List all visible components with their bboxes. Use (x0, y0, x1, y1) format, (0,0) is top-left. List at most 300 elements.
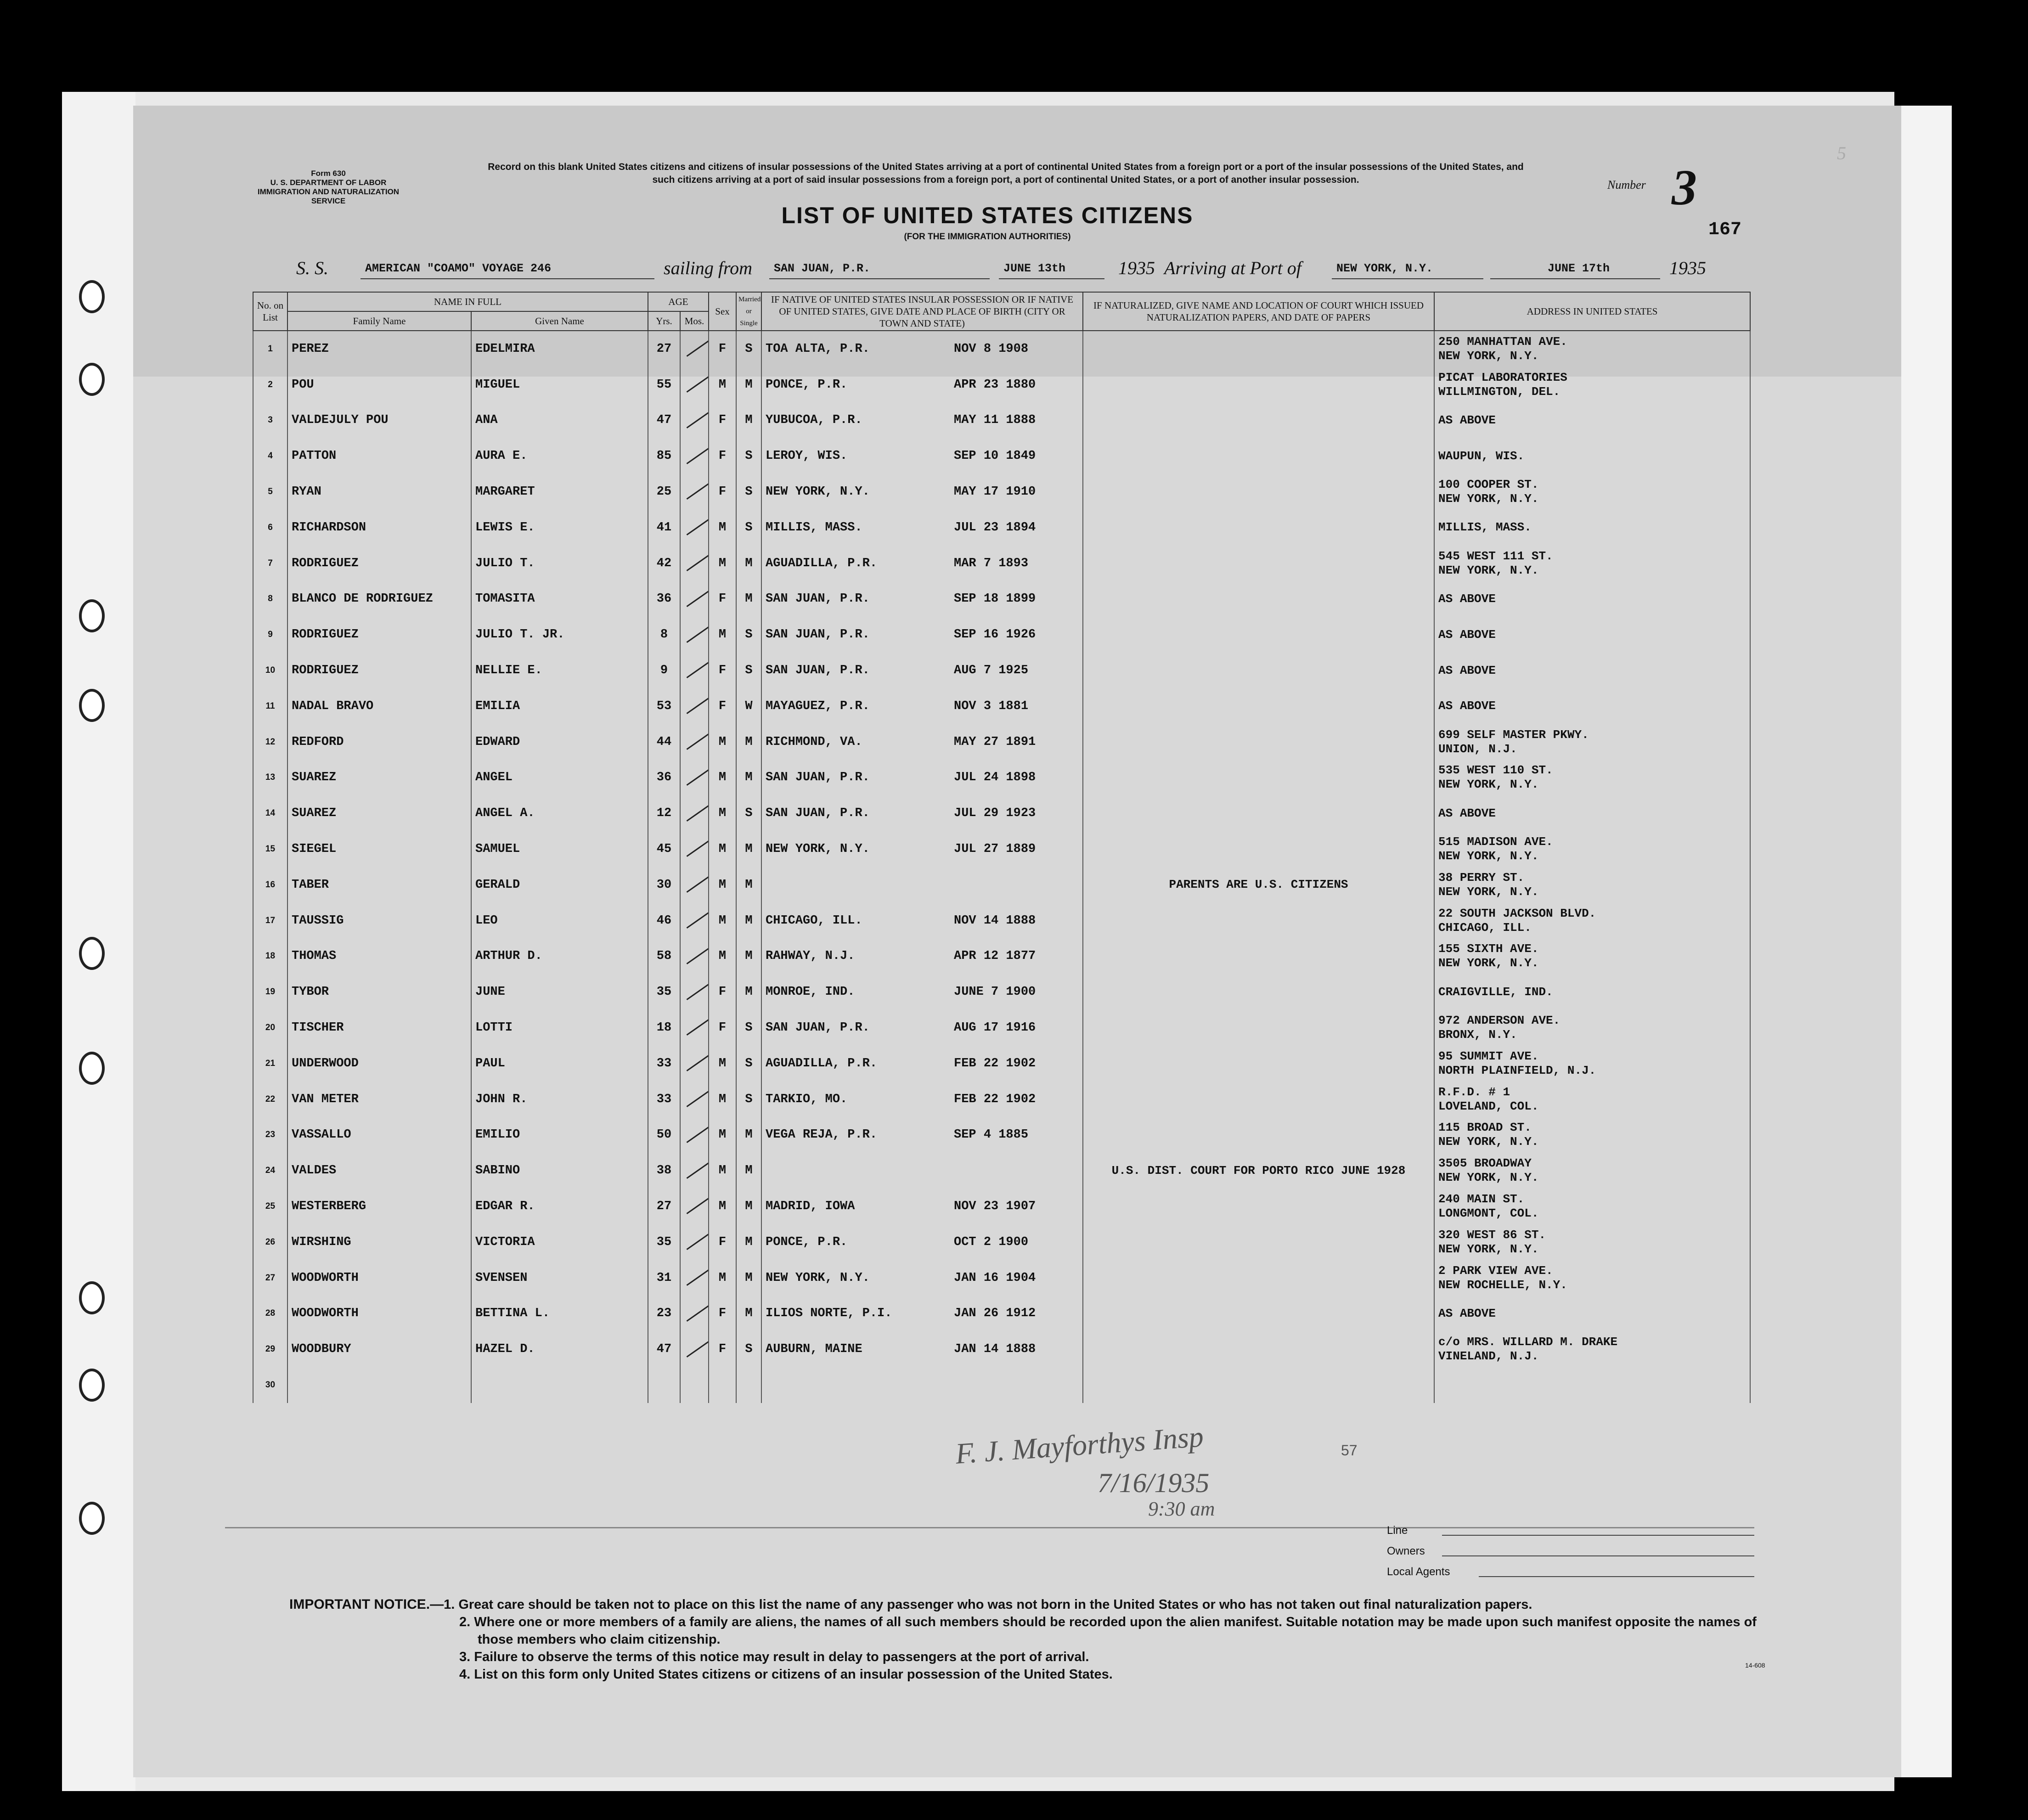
birth-info (761, 1224, 1083, 1260)
row-number: 10 (253, 653, 287, 688)
col-given-name: Given Name (471, 311, 648, 331)
birth-date: SEP 16 1926 (954, 628, 1036, 642)
birth-place: AUBURN, MAINE (766, 1342, 862, 1357)
naturalization-info (1083, 760, 1434, 796)
naturalization-info (1083, 474, 1434, 510)
notice-item-3: 3. Failure to observe the terms of this notice may result in delay to passengers at the port of arrival. (459, 1650, 1089, 1664)
voyage-line (296, 257, 1729, 280)
address (1434, 795, 1750, 831)
birth-place: NEW YORK, N.Y. (766, 485, 870, 499)
age-years: 47 (648, 1331, 680, 1367)
naturalization-info (1083, 1082, 1434, 1117)
family-name: PEREZ (287, 331, 471, 367)
age-months (680, 546, 709, 581)
age-years: 41 (648, 510, 680, 546)
col-naturalized: IF NATURALIZED, GIVE NAME AND LOCATION OF COURT WHICH ISSUED NATURALIZATION PAPERS, AND DATE OF PAPERS (1083, 292, 1434, 331)
col-birth: IF NATIVE OF UNITED STATES INSULAR POSSESSION OR IF NATIVE OF UNITED STATES, GIVE DATE AND PLACE OF BIRTH (CITY OR TOWN AND STATE) (761, 292, 1083, 331)
birth-info (761, 724, 1083, 760)
birth-place: TOA ALTA, P.R. (766, 342, 870, 356)
address (1434, 760, 1750, 796)
row-number: 5 (253, 474, 287, 510)
binder-hole (79, 689, 105, 722)
binder-hole (79, 937, 105, 970)
given-name: TOMASITA (471, 581, 648, 617)
row-number: 9 (253, 617, 287, 653)
sex: M (709, 1260, 736, 1296)
row-number: 15 (253, 831, 287, 867)
marital-status: S (736, 331, 761, 367)
given-name: EMILIO (471, 1117, 648, 1153)
birth-date: JAN 16 1904 (954, 1271, 1036, 1285)
birth-date: JUL 27 1889 (954, 842, 1036, 856)
naturalization-info (1083, 1260, 1434, 1296)
given-name: EDWARD (471, 724, 648, 760)
birth-info (761, 653, 1083, 688)
sex: M (709, 831, 736, 867)
age-months (680, 867, 709, 903)
age-years: 55 (648, 367, 680, 403)
birth-date: SEP 4 1885 (954, 1128, 1029, 1142)
address (1434, 867, 1750, 903)
sex: M (709, 1117, 736, 1153)
birth-date: FEB 22 1902 (954, 1092, 1036, 1106)
address-line: NEW YORK, N.Y. (1438, 563, 1539, 577)
given-name: LEWIS E. (471, 510, 648, 546)
age-years: 46 (648, 903, 680, 939)
birth-info (761, 367, 1083, 403)
family-name: NADAL BRAVO (287, 688, 471, 724)
age-months (680, 510, 709, 546)
address (1434, 939, 1750, 975)
sex: F (709, 688, 736, 724)
age-months (680, 1260, 709, 1296)
check-mark (687, 411, 709, 428)
address (1434, 581, 1750, 617)
family-name: TABER (287, 867, 471, 903)
address (1434, 438, 1750, 474)
sex: M (709, 1153, 736, 1189)
marital-status: W (736, 688, 761, 724)
family-name: THOMAS (287, 939, 471, 975)
service: IMMIGRATION AND NATURALIZATION SERVICE (257, 187, 400, 205)
address-line: NEW YORK, N.Y. (1438, 492, 1539, 506)
age-years: 44 (648, 724, 680, 760)
check-mark (687, 697, 709, 714)
address-line: LONGMONT, COL. (1438, 1206, 1539, 1221)
arrival-date: JUNE 17th (1548, 262, 1610, 275)
marital-status: M (736, 724, 761, 760)
table-row (253, 474, 1750, 510)
address-line: AS ABOVE (1438, 627, 1496, 642)
marital-status: S (736, 474, 761, 510)
birth-info (761, 1117, 1083, 1153)
check-mark (687, 340, 709, 357)
given-name: ARTHUR D. (471, 939, 648, 975)
family-name: WOODWORTH (287, 1260, 471, 1296)
family-name: VASSALLO (287, 1117, 471, 1153)
address (1434, 974, 1750, 1010)
check-mark (687, 1269, 709, 1286)
table-row (253, 1153, 1750, 1189)
marital-status: S (736, 1010, 761, 1046)
age-months (680, 1082, 709, 1117)
row-number: 12 (253, 724, 287, 760)
col-address: ADDRESS IN UNITED STATES (1434, 292, 1750, 331)
marital-status: S (736, 1331, 761, 1367)
address-line: UNION, N.J. (1438, 742, 1517, 756)
agents-field: Local Agents (1387, 1561, 1754, 1582)
age-years: 58 (648, 939, 680, 975)
check-mark (687, 1054, 709, 1071)
from-port: SAN JUAN, P.R. (774, 262, 871, 275)
col-family-name: Family Name (287, 311, 471, 331)
address (1434, 474, 1750, 510)
check-mark (687, 1197, 709, 1214)
sex: F (709, 438, 736, 474)
naturalization-info (1083, 617, 1434, 653)
birth-place: NEW YORK, N.Y. (766, 842, 870, 856)
birth-place: SAN JUAN, P.R. (766, 592, 870, 606)
family-name: VAN METER (287, 1082, 471, 1117)
check-mark (687, 876, 709, 893)
birth-info (761, 1367, 1083, 1403)
family-name: RICHARDSON (287, 510, 471, 546)
signature-time: 9:30 am (1148, 1498, 1215, 1520)
age-months (680, 903, 709, 939)
naturalization-info (1083, 1331, 1434, 1367)
birth-place: PONCE, P.R. (766, 378, 848, 392)
birth-info (761, 795, 1083, 831)
family-name: BLANCO DE RODRIGUEZ (287, 581, 471, 617)
age-months (680, 581, 709, 617)
birth-date: SEP 18 1899 (954, 592, 1036, 606)
family-name: RODRIGUEZ (287, 617, 471, 653)
sex: M (709, 1082, 736, 1117)
birth-info (761, 867, 1083, 903)
address (1434, 1296, 1750, 1332)
naturalization-info: PARENTS ARE U.S. CITIZENS (1083, 867, 1434, 903)
sex: M (709, 510, 736, 546)
signature-date: 7/16/1935 (1098, 1468, 1210, 1498)
sex: F (709, 653, 736, 688)
birth-info (761, 903, 1083, 939)
age-months (680, 831, 709, 867)
birth-date: JUL 29 1923 (954, 806, 1036, 821)
given-name: NELLIE E. (471, 653, 648, 688)
birth-date: APR 12 1877 (954, 949, 1036, 964)
col-sex: Sex (709, 292, 736, 331)
birth-info (761, 438, 1083, 474)
family-name: WESTERBERG (287, 1189, 471, 1224)
family-name: TYBOR (287, 974, 471, 1010)
family-name: VALDES (287, 1153, 471, 1189)
address-line: AS ABOVE (1438, 806, 1496, 820)
age-years: 31 (648, 1260, 680, 1296)
address-line: BRONX, N.Y. (1438, 1028, 1517, 1042)
age-months (680, 1010, 709, 1046)
table-row (253, 1082, 1750, 1117)
marital-status: M (736, 546, 761, 581)
given-name: LOTTI (471, 1010, 648, 1046)
naturalization-info (1083, 688, 1434, 724)
address-line: 250 MANHATTAN AVE. (1438, 334, 1567, 349)
line-field: Line (1387, 1520, 1754, 1541)
margin-mark: 5 (1837, 143, 1846, 163)
age-months (680, 1296, 709, 1332)
table-row (253, 903, 1750, 939)
birth-place: MAYAGUEZ, P.R. (766, 699, 870, 713)
row-number: 23 (253, 1117, 287, 1153)
naturalization-info: U.S. DIST. COURT FOR PORTO RICO JUNE 1928 (1083, 1153, 1434, 1189)
birth-place: PONCE, P.R. (766, 1235, 848, 1249)
naturalization-info (1083, 974, 1434, 1010)
ss-label: S. S. (296, 258, 328, 278)
given-name: EDELMIRA (471, 331, 648, 367)
address-line: CHICAGO, ILL. (1438, 920, 1532, 935)
age-years: 33 (648, 1046, 680, 1082)
table-row (253, 1046, 1750, 1082)
header-row-1 (253, 292, 1750, 311)
birth-place: LEROY, WIS. (766, 449, 848, 463)
arrival-port: NEW YORK, N.Y. (1336, 262, 1433, 275)
given-name: JULIO T. (471, 546, 648, 581)
table-row (253, 617, 1750, 653)
address-line: NEW YORK, N.Y. (1438, 349, 1539, 363)
age-years: 35 (648, 974, 680, 1010)
age-years: 27 (648, 1189, 680, 1224)
birth-info (761, 1189, 1083, 1224)
sailing-label: sailing from (664, 258, 752, 278)
notice-item-2: 2. Where one or more members of a family are aliens, the names of all such members should be recorded upon the alien manifest. Suitable notation may be made upon such manifest opposite the names of those members who claim citizenship. (459, 1615, 1757, 1647)
family-name: UNDERWOOD (287, 1046, 471, 1082)
owners-field: Owners (1387, 1541, 1754, 1561)
check-mark (687, 447, 709, 464)
address-line: NEW YORK, N.Y. (1438, 1135, 1539, 1149)
form-identifier (246, 169, 411, 206)
birth-place: YUBUCOA, P.R. (766, 413, 862, 428)
address (1434, 653, 1750, 688)
family-name: SIEGEL (287, 831, 471, 867)
table-row (253, 974, 1750, 1010)
check-mark (687, 1090, 709, 1107)
arriving-label: Arriving at Port of (1164, 258, 1301, 278)
ship-name: AMERICAN "COAMO" VOYAGE 246 (365, 262, 552, 275)
marital-status: S (736, 617, 761, 653)
arrival-year: 1935 (1669, 258, 1706, 278)
birth-date: FEB 22 1902 (954, 1056, 1036, 1071)
address (1434, 831, 1750, 867)
age-years: 45 (648, 831, 680, 867)
birth-info (761, 581, 1083, 617)
check-mark (687, 1233, 709, 1250)
birth-place: SAN JUAN, P.R. (766, 628, 870, 642)
given-name: ANA (471, 403, 648, 439)
age-months (680, 331, 709, 367)
age-months (680, 688, 709, 724)
given-name: GERALD (471, 867, 648, 903)
row-number: 6 (253, 510, 287, 546)
age-months (680, 474, 709, 510)
birth-place: SAN JUAN, P.R. (766, 806, 870, 821)
table-row (253, 831, 1750, 867)
age-years: 35 (648, 1224, 680, 1260)
address-line: c/o MRS. WILLARD M. DRAKE (1438, 1335, 1618, 1349)
given-name: AURA E. (471, 438, 648, 474)
naturalization-info (1083, 1224, 1434, 1260)
check-mark (687, 1162, 709, 1179)
birth-date: MAY 27 1891 (954, 735, 1036, 749)
row-number: 3 (253, 403, 287, 439)
age-years: 30 (648, 867, 680, 903)
family-name: WIRSHING (287, 1224, 471, 1260)
naturalization-info (1083, 403, 1434, 439)
address (1434, 1189, 1750, 1224)
check-mark (687, 840, 709, 857)
check-mark (687, 1019, 709, 1036)
age-months (680, 1117, 709, 1153)
binder-hole (79, 1369, 105, 1402)
birth-info (761, 474, 1083, 510)
birth-date: NOV 8 1908 (954, 342, 1029, 356)
naturalization-info (1083, 546, 1434, 581)
family-name: RYAN (287, 474, 471, 510)
birth-date: JAN 14 1888 (954, 1342, 1036, 1357)
address (1434, 1153, 1750, 1189)
age-years: 47 (648, 403, 680, 439)
address-line: R.F.D. # 1 (1438, 1085, 1510, 1099)
table-row (253, 403, 1750, 439)
age-years: 36 (648, 760, 680, 796)
address (1434, 546, 1750, 581)
check-mark (687, 662, 709, 679)
marital-status: S (736, 653, 761, 688)
birth-info (761, 974, 1083, 1010)
sex: F (709, 331, 736, 367)
family-name: SUAREZ (287, 760, 471, 796)
binder-hole (79, 599, 105, 632)
birth-place: VEGA REJA, P.R. (766, 1128, 878, 1142)
given-name: SAMUEL (471, 831, 648, 867)
address-line: NEW YORK, N.Y. (1438, 778, 1539, 792)
address-line: 320 WEST 86 ST. (1438, 1228, 1546, 1242)
form-number: Form 630 (311, 169, 346, 178)
check-mark (687, 483, 709, 500)
record-instructions: Record on this blank United States citizens and citizens of insular possessions of the United States arriving at a port of continental United States from a foreign port or a port of the insular possessions of the United States, and such citizens arriving at a port of said insular possessions from a foreign port, a port of continental United States, or a port of another insular possession. (488, 162, 1524, 185)
col-married: Married or Single (736, 292, 761, 331)
table-row (253, 510, 1750, 546)
sex: M (709, 867, 736, 903)
row-number: 1 (253, 331, 287, 367)
naturalization-info (1083, 1117, 1434, 1153)
passenger-table (253, 292, 1751, 1403)
address-line: 155 SIXTH AVE. (1438, 942, 1539, 956)
family-name: POU (287, 367, 471, 403)
marital-status: M (736, 867, 761, 903)
address (1434, 367, 1750, 403)
family-name (287, 1367, 471, 1403)
row-number: 13 (253, 760, 287, 796)
address-line: 535 WEST 110 ST. (1438, 763, 1553, 778)
list-number-sub: 167 (1708, 220, 1742, 240)
binder-hole (79, 1281, 105, 1314)
address-line: LOVELAND, COL. (1438, 1099, 1539, 1113)
marital-status: M (736, 939, 761, 975)
table-row (253, 653, 1750, 688)
birth-date: AUG 17 1916 (954, 1021, 1036, 1035)
marital-status: M (736, 1296, 761, 1332)
check-mark (687, 1126, 709, 1143)
address-line: 100 COOPER ST. (1438, 478, 1539, 492)
check-mark (687, 626, 709, 643)
sex: F (709, 474, 736, 510)
given-name: PAUL (471, 1046, 648, 1082)
check-mark (687, 912, 709, 929)
birth-place: MILLIS, MASS. (766, 520, 862, 535)
row-number: 14 (253, 795, 287, 831)
address (1434, 1117, 1750, 1153)
birth-info (761, 831, 1083, 867)
row-number: 21 (253, 1046, 287, 1082)
family-name: REDFORD (287, 724, 471, 760)
given-name: SABINO (471, 1153, 648, 1189)
check-mark (687, 947, 709, 964)
table-row (253, 1010, 1750, 1046)
row-number: 11 (253, 688, 287, 724)
age-months (680, 795, 709, 831)
naturalization-info (1083, 1367, 1434, 1403)
sex: F (709, 1296, 736, 1332)
birth-date: MAR 7 1893 (954, 556, 1029, 570)
birth-date: SEP 10 1849 (954, 449, 1036, 463)
sex (709, 1367, 736, 1403)
row-number: 4 (253, 438, 287, 474)
birth-place: RICHMOND, VA. (766, 735, 862, 749)
age-years: 42 (648, 546, 680, 581)
sex: M (709, 367, 736, 403)
age-months (680, 438, 709, 474)
row-number: 8 (253, 581, 287, 617)
age-years: 9 (648, 653, 680, 688)
family-name: RODRIGUEZ (287, 653, 471, 688)
age-months (680, 1224, 709, 1260)
sex: M (709, 724, 736, 760)
family-name: SUAREZ (287, 795, 471, 831)
birth-date: AUG 7 1925 (954, 664, 1029, 678)
marital-status: S (736, 1046, 761, 1082)
birth-place: CHICAGO, ILL. (766, 913, 862, 928)
birth-info (761, 1082, 1083, 1117)
address (1434, 903, 1750, 939)
age-months (680, 1153, 709, 1189)
address-line: NORTH PLAINFIELD, N.J. (1438, 1063, 1596, 1077)
address-line: NEW YORK, N.Y. (1438, 849, 1539, 863)
address-line: AS ABOVE (1438, 1306, 1496, 1320)
naturalization-info (1083, 795, 1434, 831)
age-months (680, 939, 709, 975)
department: U. S. DEPARTMENT OF LABOR (270, 178, 387, 187)
given-name: BETTINA L. (471, 1296, 648, 1332)
table-row (253, 1296, 1750, 1332)
birth-date: MAY 11 1888 (954, 413, 1036, 428)
table-row (253, 1367, 1750, 1403)
address-line: 3505 BROADWAY (1438, 1156, 1532, 1171)
birth-info (761, 939, 1083, 975)
sex: F (709, 1010, 736, 1046)
marital-status: M (736, 760, 761, 796)
naturalization-info (1083, 939, 1434, 975)
table-row (253, 867, 1750, 903)
address-line: 545 WEST 111 ST. (1438, 549, 1553, 563)
